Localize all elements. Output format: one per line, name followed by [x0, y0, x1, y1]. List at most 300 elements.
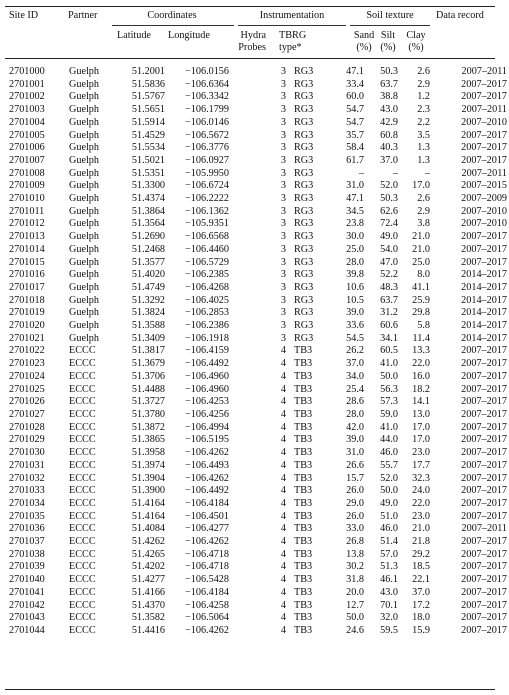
tbrg-type-cell: RG3	[294, 154, 314, 166]
site-id-cell: 2701019	[9, 307, 45, 319]
table-row	[5, 295, 509, 308]
site-id-cell: 2701021	[9, 332, 45, 344]
partner-cell: Guelph	[69, 320, 99, 332]
table-body	[5, 66, 509, 638]
tbrg-type-cell: TB3	[294, 421, 313, 433]
silt-cell: 47.0	[380, 256, 398, 268]
partner-cell: Guelph	[69, 205, 99, 217]
silt-cell: 32.0	[380, 612, 398, 624]
data-record-cell: 2007–2017	[461, 536, 507, 548]
hydra-probes-cell: 4	[280, 536, 286, 548]
site-id-cell: 2701013	[9, 231, 45, 243]
sand-cell: 20.0	[346, 586, 364, 598]
sand-cell: 31.0	[346, 447, 364, 459]
sand-cell: 24.6	[346, 624, 364, 636]
instrumentation-subrule	[238, 25, 346, 26]
table-row	[5, 422, 509, 435]
data-record-cell: 2007–2017	[461, 459, 507, 471]
partner-cell: ECCC	[69, 383, 96, 395]
latitude-cell: 51.5914	[131, 116, 165, 128]
header-longitude: Longitude	[168, 30, 210, 41]
partner-cell: ECCC	[69, 485, 96, 497]
tbrg-type-cell: RG3	[294, 104, 314, 116]
tbrg-type-cell: RG3	[294, 307, 314, 319]
silt-cell: 48.3	[380, 281, 398, 293]
site-id-cell: 2701010	[9, 193, 45, 205]
longitude-cell: −105.9950	[185, 167, 229, 179]
hydra-probes-cell: 4	[280, 472, 286, 484]
silt-cell: 37.0	[380, 154, 398, 166]
tbrg-type-cell: TB3	[294, 434, 313, 446]
silt-cell: 55.7	[380, 459, 398, 471]
hydra-probes-cell: 4	[280, 548, 286, 560]
silt-cell: 51.0	[380, 510, 398, 522]
silt-cell: 50.0	[380, 485, 398, 497]
longitude-cell: −106.4501	[185, 510, 229, 522]
sand-cell: 29.0	[346, 497, 364, 509]
longitude-cell: −106.6568	[185, 231, 229, 243]
latitude-cell: 51.4374	[131, 193, 165, 205]
sand-cell: 42.0	[346, 421, 364, 433]
hydra-probes-cell: 3	[280, 205, 286, 217]
longitude-cell: −106.4493	[185, 459, 229, 471]
data-record-cell: 2007–2017	[461, 421, 507, 433]
hydra-probes-cell: 3	[280, 104, 286, 116]
silt-cell: 50.0	[380, 370, 398, 382]
table-row	[5, 371, 509, 384]
clay-cell: 5.8	[417, 320, 430, 332]
clay-cell: 29.8	[412, 307, 430, 319]
sand-cell: 30.0	[346, 231, 364, 243]
tbrg-type-cell: RG3	[294, 320, 314, 332]
latitude-cell: 51.3872	[131, 421, 165, 433]
site-id-cell: 2701014	[9, 243, 45, 255]
tbrg-type-cell: TB3	[294, 485, 313, 497]
tbrg-type-cell: RG3	[294, 269, 314, 281]
tbrg-type-cell: RG3	[294, 256, 314, 268]
site-id-cell: 2701043	[9, 612, 45, 624]
latitude-cell: 51.5021	[131, 154, 165, 166]
sand-cell: 28.6	[346, 396, 364, 408]
partner-cell: Guelph	[69, 129, 99, 141]
tbrg-type-cell: TB3	[294, 383, 313, 395]
partner-cell: Guelph	[69, 332, 99, 344]
tbrg-type-cell: TB3	[294, 370, 313, 382]
data-record-cell: 2007–2017	[461, 599, 507, 611]
site-id-cell: 2701030	[9, 447, 45, 459]
sand-cell: 39.8	[346, 269, 364, 281]
tbrg-type-cell: TB3	[294, 345, 313, 357]
header-latitude: Latitude	[117, 30, 151, 41]
latitude-cell: 51.5351	[131, 167, 165, 179]
silt-cell: 70.1	[380, 599, 398, 611]
data-record-cell: 2014–2017	[461, 332, 507, 344]
latitude-cell: 51.3300	[131, 180, 165, 192]
clay-cell: 21.0	[412, 231, 430, 243]
latitude-cell: 51.4084	[131, 523, 165, 535]
site-id-cell: 2701001	[9, 78, 45, 90]
site-id-cell: 2701011	[9, 205, 45, 217]
tbrg-type-cell: TB3	[294, 548, 313, 560]
longitude-cell: −106.4492	[185, 358, 229, 370]
hydra-probes-cell: 3	[280, 78, 286, 90]
hydra-probes-cell: 3	[280, 193, 286, 205]
clay-cell: 13.0	[412, 408, 430, 420]
site-id-cell: 2701041	[9, 586, 45, 598]
site-id-cell: 2701015	[9, 256, 45, 268]
partner-cell: Guelph	[69, 180, 99, 192]
latitude-cell: 51.4529	[131, 129, 165, 141]
hydra-probes-cell: 3	[280, 142, 286, 154]
table-row	[5, 600, 509, 613]
clay-cell: 1.3	[417, 154, 430, 166]
silt-cell: 56.3	[380, 383, 398, 395]
silt-cell: 60.6	[380, 320, 398, 332]
soil-texture-subrule	[350, 25, 430, 26]
sand-cell: 26.6	[346, 459, 364, 471]
partner-cell: Guelph	[69, 66, 99, 77]
hydra-probes-cell: 3	[280, 129, 286, 141]
silt-cell: 57.3	[380, 396, 398, 408]
longitude-cell: −106.4718	[185, 548, 229, 560]
sand-cell: 28.0	[346, 408, 364, 420]
coordinates-subrule	[112, 25, 234, 26]
latitude-cell: 51.5767	[131, 91, 165, 103]
table-row	[5, 511, 509, 524]
longitude-cell: −106.4262	[185, 536, 229, 548]
silt-cell: 49.0	[380, 497, 398, 509]
table-row	[5, 434, 509, 447]
site-id-cell: 2701007	[9, 154, 45, 166]
site-id-cell: 2701006	[9, 142, 45, 154]
latitude-cell: 51.3409	[131, 332, 165, 344]
table-row	[5, 460, 509, 473]
latitude-cell: 51.3727	[131, 396, 165, 408]
longitude-cell: −106.4253	[185, 396, 229, 408]
site-id-cell: 2701017	[9, 281, 45, 293]
tbrg-type-cell: RG3	[294, 167, 314, 179]
sand-cell: 15.7	[346, 472, 364, 484]
latitude-cell: 51.4202	[131, 561, 165, 573]
longitude-cell: −106.0927	[185, 154, 229, 166]
partner-cell: Guelph	[69, 154, 99, 166]
site-id-cell: 2701034	[9, 497, 45, 509]
tbrg-type-cell: RG3	[294, 332, 314, 344]
longitude-cell: −106.2386	[185, 320, 229, 332]
hydra-probes-cell: 4	[280, 396, 286, 408]
tbrg-type-cell: TB3	[294, 459, 313, 471]
latitude-cell: 51.3564	[131, 218, 165, 230]
tbrg-type-cell: RG3	[294, 91, 314, 103]
site-id-cell: 2701039	[9, 561, 45, 573]
hydra-probes-cell: 4	[280, 586, 286, 598]
silt-cell: 41.0	[380, 421, 398, 433]
header-clay-1: Clay	[406, 30, 426, 41]
silt-cell: 63.7	[380, 294, 398, 306]
clay-cell: 22.1	[412, 574, 430, 586]
silt-cell: 46.0	[380, 523, 398, 535]
tbrg-type-cell: TB3	[294, 447, 313, 459]
latitude-cell: 51.3824	[131, 307, 165, 319]
clay-cell: 21.8	[412, 536, 430, 548]
latitude-cell: 51.3900	[131, 485, 165, 497]
table-row	[5, 130, 509, 143]
header-sand-1: Sand	[353, 30, 375, 41]
clay-cell: 21.0	[412, 523, 430, 535]
clay-cell: 2.9	[417, 205, 430, 217]
data-record-cell: 2007–2017	[461, 624, 507, 636]
sand-cell: 26.2	[346, 345, 364, 357]
silt-cell: 51.4	[380, 536, 398, 548]
data-record-cell: 2007–2010	[461, 205, 507, 217]
partner-cell: ECCC	[69, 396, 96, 408]
table-row	[5, 625, 509, 638]
latitude-cell: 51.4370	[131, 599, 165, 611]
data-record-cell: 2007–2017	[461, 383, 507, 395]
silt-cell: 43.0	[380, 586, 398, 598]
table-row	[5, 193, 509, 206]
table-row	[5, 155, 509, 168]
longitude-cell: −106.4277	[185, 523, 229, 535]
data-record-cell: 2007–2017	[461, 129, 507, 141]
table-row	[5, 358, 509, 371]
site-id-cell: 2701018	[9, 294, 45, 306]
tbrg-type-cell: TB3	[294, 599, 313, 611]
partner-cell: ECCC	[69, 345, 96, 357]
silt-cell: 59.0	[380, 408, 398, 420]
table-row	[5, 91, 509, 104]
hydra-probes-cell: 3	[280, 116, 286, 128]
data-record-cell: 2007–2017	[461, 548, 507, 560]
longitude-cell: −106.4460	[185, 243, 229, 255]
silt-cell: 46.1	[380, 574, 398, 586]
site-id-cell: 2701028	[9, 421, 45, 433]
data-record-cell: 2007–2017	[461, 231, 507, 243]
latitude-cell: 51.2468	[131, 243, 165, 255]
silt-cell: 44.0	[380, 434, 398, 446]
longitude-cell: −106.6724	[185, 180, 229, 192]
silt-cell: 54.0	[380, 243, 398, 255]
sand-cell: 61.7	[346, 154, 364, 166]
clay-cell: 29.2	[412, 548, 430, 560]
table-row	[5, 244, 509, 257]
hydra-probes-cell: 3	[280, 167, 286, 179]
longitude-cell: −106.5672	[185, 129, 229, 141]
clay-cell: 17.0	[412, 434, 430, 446]
data-record-cell: 2007–2017	[461, 91, 507, 103]
sand-cell: 34.0	[346, 370, 364, 382]
clay-cell: 25.9	[412, 294, 430, 306]
silt-cell: 62.6	[380, 205, 398, 217]
tbrg-type-cell: RG3	[294, 193, 314, 205]
data-record-cell: 2007–2017	[461, 472, 507, 484]
silt-cell: –	[392, 167, 398, 179]
longitude-cell: −106.4025	[185, 294, 229, 306]
hydra-probes-cell: 4	[280, 523, 286, 535]
silt-cell: 57.0	[380, 548, 398, 560]
silt-cell: 52.0	[380, 472, 398, 484]
hydra-probes-cell: 4	[280, 574, 286, 586]
latitude-cell: 51.3817	[131, 345, 165, 357]
latitude-cell: 51.3588	[131, 320, 165, 332]
partner-cell: Guelph	[69, 294, 99, 306]
silt-cell: 42.9	[380, 116, 398, 128]
latitude-cell: 51.4265	[131, 548, 165, 560]
tbrg-type-cell: TB3	[294, 523, 313, 535]
header-bottom-rule	[5, 58, 495, 59]
data-record-cell: 2007–2017	[461, 243, 507, 255]
data-record-cell: 2007–2017	[461, 154, 507, 166]
tbrg-type-cell: RG3	[294, 243, 314, 255]
table-top-rule	[5, 6, 495, 7]
silt-cell: 60.5	[380, 345, 398, 357]
hydra-probes-cell: 4	[280, 408, 286, 420]
sand-cell: 25.0	[346, 243, 364, 255]
table-row	[5, 104, 509, 117]
silt-cell: 50.3	[380, 193, 398, 205]
table-row	[5, 206, 509, 219]
sand-cell: 47.1	[346, 193, 364, 205]
partner-cell: Guelph	[69, 142, 99, 154]
sand-cell: 60.0	[346, 91, 364, 103]
clay-cell: 17.2	[412, 599, 430, 611]
header-tbrg-2: type*	[279, 42, 302, 53]
tbrg-type-cell: TB3	[294, 574, 313, 586]
clay-cell: 1.2	[417, 91, 430, 103]
clay-cell: –	[424, 167, 430, 179]
site-id-cell: 2701026	[9, 396, 45, 408]
partner-cell: ECCC	[69, 574, 96, 586]
partner-cell: Guelph	[69, 78, 99, 90]
clay-cell: 22.0	[412, 358, 430, 370]
partner-cell: ECCC	[69, 536, 96, 548]
longitude-cell: −106.4262	[185, 447, 229, 459]
longitude-cell: −106.4184	[185, 497, 229, 509]
partner-cell: ECCC	[69, 612, 96, 624]
site-id-cell: 2701020	[9, 320, 45, 332]
data-record-cell: 2007–2017	[461, 510, 507, 522]
clay-cell: 8.0	[417, 269, 430, 281]
tbrg-type-cell: TB3	[294, 396, 313, 408]
table-bottom-rule	[5, 689, 495, 690]
site-id-cell: 2701023	[9, 358, 45, 370]
silt-cell: 34.1	[380, 332, 398, 344]
silt-cell: 52.2	[380, 269, 398, 281]
longitude-cell: −106.4262	[185, 472, 229, 484]
site-id-cell: 2701003	[9, 104, 45, 116]
latitude-cell: 51.2001	[131, 66, 165, 77]
table-row	[5, 333, 509, 346]
data-record-cell: 2007–2017	[461, 612, 507, 624]
hydra-probes-cell: 3	[280, 269, 286, 281]
longitude-cell: −106.2222	[185, 193, 229, 205]
sand-cell: 10.6	[346, 281, 364, 293]
silt-cell: 41.0	[380, 358, 398, 370]
hydra-probes-cell: 3	[280, 91, 286, 103]
hydra-probes-cell: 3	[280, 256, 286, 268]
longitude-cell: −106.2853	[185, 307, 229, 319]
hydra-probes-cell: 4	[280, 459, 286, 471]
silt-cell: 40.3	[380, 142, 398, 154]
tbrg-type-cell: TB3	[294, 472, 313, 484]
site-id-cell: 2701038	[9, 548, 45, 560]
data-record-cell: 2007–2017	[461, 345, 507, 357]
data-record-cell: 2014–2017	[461, 269, 507, 281]
table-row	[5, 180, 509, 193]
table-row	[5, 561, 509, 574]
table-row	[5, 498, 509, 511]
partner-cell: Guelph	[69, 116, 99, 128]
silt-cell: 46.0	[380, 447, 398, 459]
site-id-cell: 2701024	[9, 370, 45, 382]
latitude-cell: 51.4416	[131, 624, 165, 636]
hydra-probes-cell: 4	[280, 370, 286, 382]
site-id-cell: 2701016	[9, 269, 45, 281]
partner-cell: ECCC	[69, 510, 96, 522]
clay-cell: 17.0	[412, 180, 430, 192]
tbrg-type-cell: RG3	[294, 205, 314, 217]
partner-cell: Guelph	[69, 243, 99, 255]
partner-cell: Guelph	[69, 91, 99, 103]
latitude-cell: 51.3679	[131, 358, 165, 370]
hydra-probes-cell: 4	[280, 358, 286, 370]
longitude-cell: −106.1918	[185, 332, 229, 344]
clay-cell: 14.1	[412, 396, 430, 408]
data-record-cell: 2007–2017	[461, 78, 507, 90]
clay-cell: 37.0	[412, 586, 430, 598]
latitude-cell: 51.4277	[131, 574, 165, 586]
latitude-cell: 51.4488	[131, 383, 165, 395]
sand-cell: 50.0	[346, 612, 364, 624]
silt-cell: 59.5	[380, 624, 398, 636]
hydra-probes-cell: 3	[280, 320, 286, 332]
table-row	[5, 257, 509, 270]
table-row	[5, 549, 509, 562]
partner-cell: Guelph	[69, 193, 99, 205]
clay-cell: 25.0	[412, 256, 430, 268]
hydra-probes-cell: 4	[280, 421, 286, 433]
tbrg-type-cell: RG3	[294, 78, 314, 90]
header-instrumentation: Instrumentation	[259, 10, 325, 21]
sand-cell: 37.0	[346, 358, 364, 370]
table-row	[5, 523, 509, 536]
latitude-cell: 51.3864	[131, 205, 165, 217]
sand-cell: 54.7	[346, 116, 364, 128]
tbrg-type-cell: TB3	[294, 561, 313, 573]
site-id-cell: 2701032	[9, 472, 45, 484]
site-id-cell: 2701031	[9, 459, 45, 471]
tbrg-type-cell: RG3	[294, 231, 314, 243]
silt-cell: 51.3	[380, 561, 398, 573]
partner-cell: Guelph	[69, 231, 99, 243]
tbrg-type-cell: TB3	[294, 624, 313, 636]
site-id-cell: 2701044	[9, 624, 45, 636]
site-id-cell: 2701004	[9, 116, 45, 128]
clay-cell: 32.3	[412, 472, 430, 484]
data-record-cell: 2007–2017	[461, 142, 507, 154]
latitude-cell: 51.5836	[131, 78, 165, 90]
clay-cell: 2.2	[417, 116, 430, 128]
header-silt-2: (%)	[380, 42, 396, 53]
sand-cell: 47.1	[346, 66, 364, 77]
clay-cell: 15.9	[412, 624, 430, 636]
latitude-cell: 51.3706	[131, 370, 165, 382]
partner-cell: Guelph	[69, 167, 99, 179]
clay-cell: 3.5	[417, 129, 430, 141]
latitude-cell: 51.3582	[131, 612, 165, 624]
hydra-probes-cell: 3	[280, 231, 286, 243]
tbrg-type-cell: RG3	[294, 180, 314, 192]
